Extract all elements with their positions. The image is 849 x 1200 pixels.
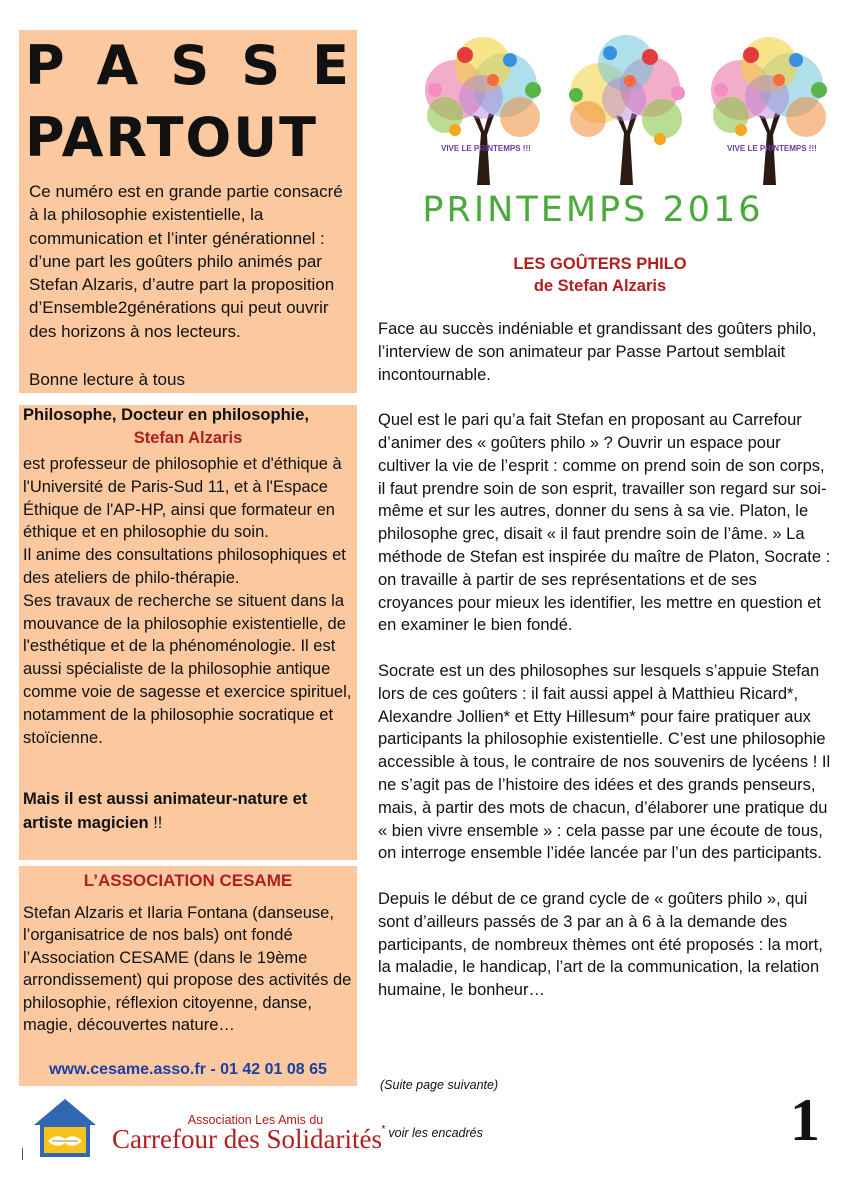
article-body (378, 318, 836, 1025)
bio-paragraph: est professeur de philosophie et d'éthique à l'Université de Paris-Sud 11, et à l'Espace Éthique de l'AP-HP, ainsi que formateur en éthique et en philosophie du soin. (23, 455, 342, 542)
bio-heading: Philosophe, Docteur en philosophie, (23, 406, 310, 424)
bio-last-line (23, 787, 353, 835)
association-box (19, 866, 357, 1086)
article-paragraph: Socrate est un des philosophes sur lesquels s’appuie Stefan lors de ces goûters : il fait aussi appel à Matthieu Ricard*, Alexandre Jollien* et Etty Hillesum* pour faire pratiquer aux participants la philosophie existentielle. C’est une philosophie accessible à tous, le contraire de nos souvenirs de lycéens ! Il ne s’agit pas de l’histoire des idées et des grands penseurs, mais, à partir des mots de chacun, d’élaborer une pratique du « bien vivre ensemble » : cela passe par une écoute de tous, on interroge ensemble l’idée lancée par l’un des participants. (378, 661, 831, 863)
continued-note: (Suite page suivante) (380, 1078, 499, 1092)
tree-caption-2: VIVE LE PRINTEMPS !!! (727, 144, 817, 153)
masthead-closing: Bonne lecture à tous (29, 370, 185, 389)
association-text: Stefan Alzaris et Ilaria Fontana (danseuse, l’organisatrice de nos bals) ont fondé l’Association CESAME (dans le 19ème arrondissement) qui propose des activités de philosophie, réflexion citoyenne, danse, magie, découvertes nature… (23, 904, 352, 1035)
footnote-star: * (381, 1124, 385, 1135)
masthead-letter: E (312, 34, 351, 97)
bio-last-bold: Mais il est aussi animateur-nature et artiste magicien (23, 790, 308, 832)
flower-tree-image (701, 35, 839, 190)
footnote (381, 1124, 483, 1140)
footnote-text: voir les encadrés (384, 1126, 483, 1141)
masthead-letter: S (241, 34, 283, 97)
spring-trees-illustration (415, 35, 840, 190)
bio-paragraph: Il anime des consultations philosophiques et des ateliers de philo-thérapie. (23, 546, 346, 587)
logo-name: Carrefour des Solidarités (112, 1124, 382, 1154)
masthead-letter: A (96, 34, 141, 97)
flower-tree-image (415, 35, 553, 190)
logo-association-line: Association Les Amis du (187, 1113, 324, 1127)
masthead-title-line2: PARTOUT (25, 106, 318, 169)
issue-title: PRINTEMPS 2016 (422, 190, 764, 230)
page-number: 1 (790, 1087, 820, 1153)
article-paragraph: Face au succès indéniable et grandissant des goûters philo, l’interview de son animateur par Passe Partout semblait incontournable. (378, 320, 817, 384)
bio-name: Stefan Alzaris (133, 429, 243, 447)
flower-tree-image (558, 35, 696, 190)
masthead-letter: P (25, 34, 67, 97)
bio-last-plain: !! (148, 814, 163, 832)
article-paragraph: Depuis le début de ce grand cycle de « goûters philo », qui sont d’ailleurs passés de 3 par an à 6 à la demande des participants, de nombreux thèmes ont été proposés : la mort, la maladie, le handicap, l’art de la communication, la relation humaine, le bonheur… (378, 889, 823, 1000)
tree-caption-1: VIVE LE PRINTEMPS !!! (441, 144, 531, 153)
association-website-link[interactable]: www.cesame.asso.fr - 01 42 01 08 65 (49, 1061, 327, 1078)
bio-paragraph: Ses travaux de recherche se situent dans la mouvance de la philosophie existentielle, de l'esthétique et de la phénoménologie. Il est aussi spécialiste de la philosophie antique comme voie de sagesse et exercice spirituel, notamment de la philosophie socratique et stoïcienne. (23, 591, 352, 747)
article-title (430, 253, 770, 297)
article-paragraph: Quel est le pari qu’a fait Stefan en proposant au Carrefour d’animer des « goûters philo » ? Ouvrir un espace pour cultiver la vie de l’esprit : comme on prend soin de son corps, il faut prendre soin de son esprit, travailler son regard sur soi-même et sur les autres, donner du sens à sa vie. Platon, le philosophe grec, disait « il faut prendre soin de l’âme. » La méthode de Stefan est inspirée du maître de Platon, Socrate : on travaille à partir de ses représentations et de ses croyances pour mieux les identifier, les mettre en question et en examiner le bien fondé. (378, 411, 831, 635)
article-title-line: LES GOÛTERS PHILO (513, 255, 687, 273)
article-subtitle: de Stefan Alzaris (533, 277, 667, 295)
association-heading: L’ASSOCIATION CESAME (83, 871, 293, 890)
bio-box (19, 405, 357, 860)
margin-mark (22, 1148, 23, 1160)
masthead-title-line1 (25, 34, 351, 98)
masthead-letter: S (170, 34, 212, 97)
house-handshake-logo-icon (30, 1095, 100, 1161)
bio-text (23, 453, 355, 749)
masthead-box (19, 30, 357, 393)
masthead-intro: Ce numéro est en grande partie consacré à la philosophie existentielle, la communication et l’inter générationnel : d’une part les goûters philo animés par Stefan Alzaris, d’autre part la proposition d’Ensemble2générations qui peut ouvrir des horizons à nos lecteurs. (29, 182, 343, 341)
